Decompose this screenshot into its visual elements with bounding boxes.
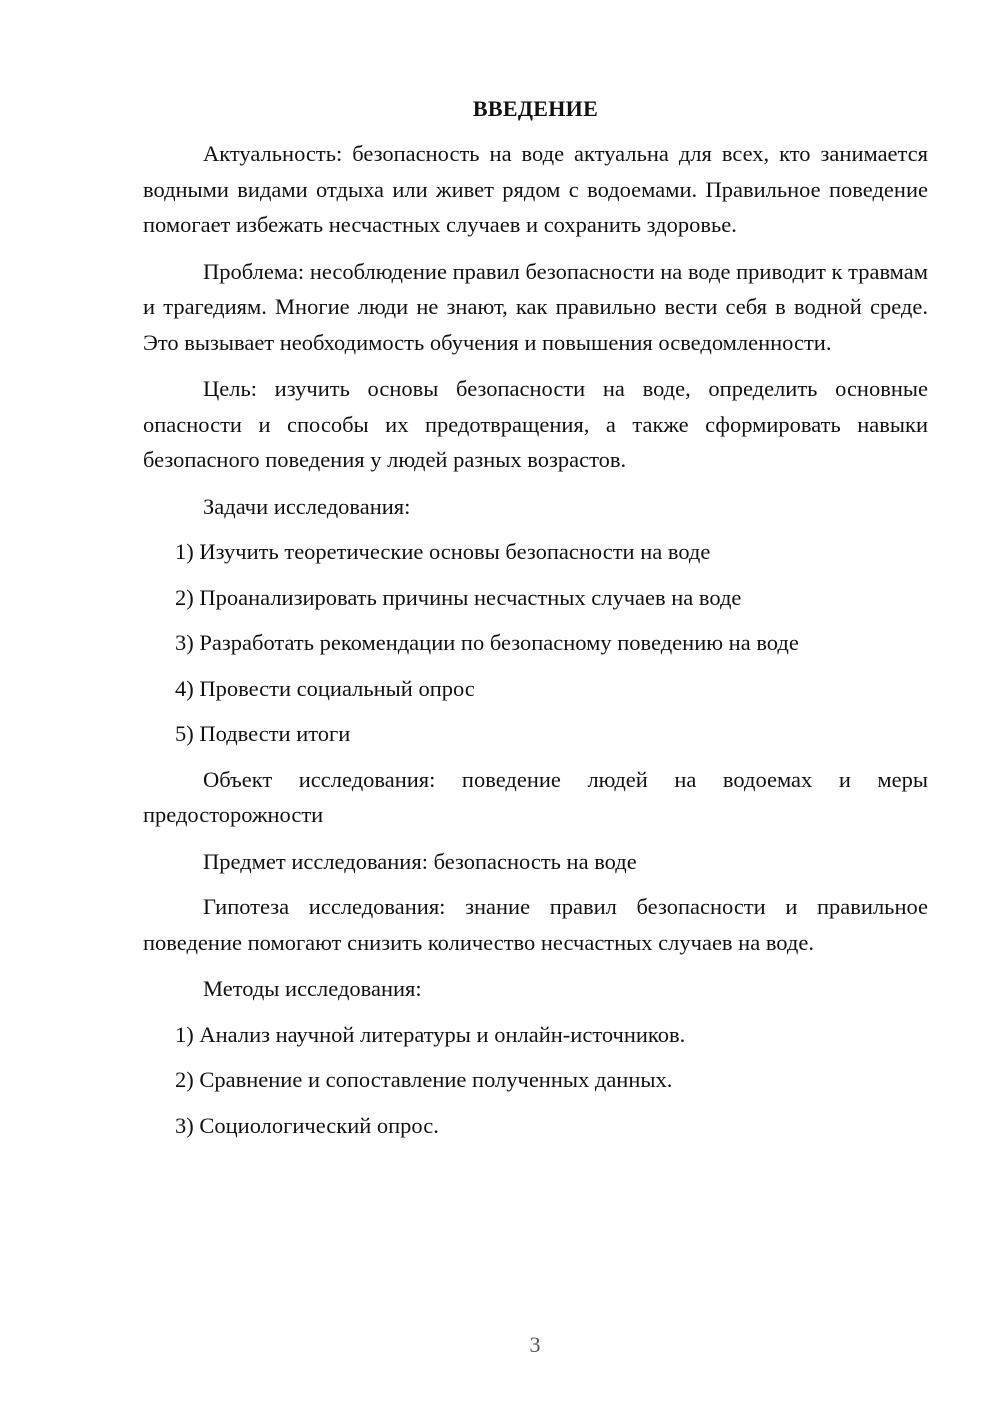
task-item: 2) Проанализировать причины несчастных случаев на воде [175,584,742,610]
method-item: 2) Сравнение и сопоставление полученных данных. [175,1067,673,1092]
section-heading: ВВЕДЕНИЕ [472,96,599,121]
tasks-title: Задачи исследования: [203,493,411,519]
method-item: 1) Анализ научной литературы и онлайн-источников. [175,1021,686,1047]
subject-paragraph: Предмет исследования: безопасность на воде [203,848,637,874]
goal-paragraph: Цель: изучить основы безопасности на воде, определить основные опасности и способы их предотвращения, а также сформировать навыки безопасного поведения у людей разных возрастов. [143,376,928,472]
task-item: 3) Разработать рекомендации по безопасному поведению на воде [175,630,799,655]
page-number: 3 [529,1332,541,1357]
problem-paragraph: Проблема: несоблюдение правил безопасности на воде приводит к травмам и трагедиям. Многие люди не знают, как правильно вести себя в водной среде. Это вызывает необходимость обучения и повышения осведомленности. [143,258,928,355]
page-content [143,92,928,1153]
method-item: 3) Социологический опрос. [175,1112,439,1138]
task-item: 5) Подвести итоги [175,721,351,746]
task-item: 4) Провести социальный опрос [175,675,475,701]
object-paragraph: Объект исследования: поведение людей на водоемах и меры предосторожности [143,766,928,827]
task-item: 1) Изучить теоретические основы безопасности на воде [175,539,711,564]
relevance-paragraph: Актуальность: безопасность на воде актуальна для всех, кто занимается водными видами отдыха или живет рядом с водоемами. Правильное поведение помогает избежать несчастных случаев и сохранить здоровье. [143,141,928,237]
methods-title: Методы исследования: [203,976,422,1001]
hypothesis-paragraph: Гипотеза исследования: знание правил безопасности и правильное поведение помогают снизить количество несчастных случаев на воде. [143,894,928,955]
